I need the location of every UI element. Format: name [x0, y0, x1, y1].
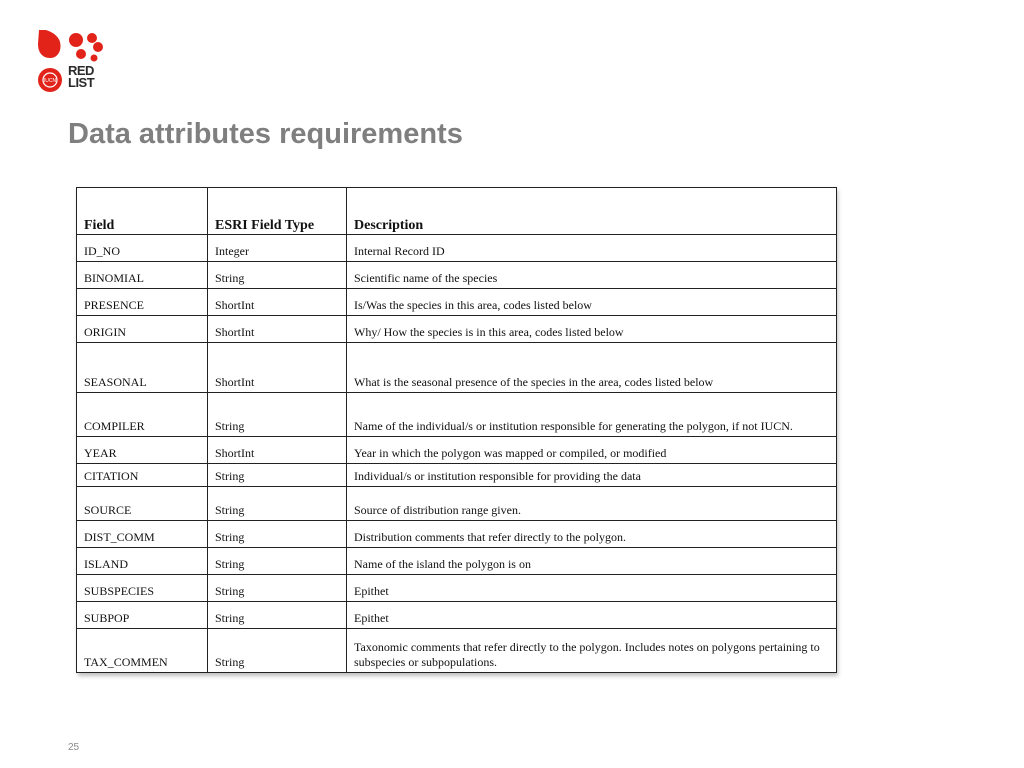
- cell-description: Why/ How the species is in this area, codes listed below: [347, 316, 837, 343]
- cell-type: ShortInt: [208, 437, 347, 464]
- cell-description: Epithet: [347, 575, 837, 602]
- cell-description: Year in which the polygon was mapped or compiled, or modified: [347, 437, 837, 464]
- table-row: [77, 464, 837, 487]
- cell-description: Internal Record ID: [347, 235, 837, 262]
- table-row: [77, 487, 837, 521]
- iucn-red-list-logo: [36, 30, 108, 94]
- svg-text:IUCN: IUCN: [43, 78, 57, 84]
- logo-wordmark: [68, 65, 94, 89]
- header-field: Field: [77, 188, 208, 235]
- logo-line1: RED: [68, 63, 94, 78]
- cell-field: BINOMIAL: [77, 262, 208, 289]
- cell-description: Name of the island the polygon is on: [347, 548, 837, 575]
- cell-description: Source of distribution range given.: [347, 487, 837, 521]
- cell-description: Taxonomic comments that refer directly to the polygon. Includes notes on polygons pertaining to subspecies or subpopulations.: [347, 629, 837, 673]
- cell-description: What is the seasonal presence of the species in the area, codes listed below: [347, 343, 837, 393]
- cell-description: Scientific name of the species: [347, 262, 837, 289]
- cell-field: TAX_COMMEN: [77, 629, 208, 673]
- cell-type: Integer: [208, 235, 347, 262]
- cell-field: SUBPOP: [77, 602, 208, 629]
- cell-field: ISLAND: [77, 548, 208, 575]
- cell-field: DIST_COMM: [77, 521, 208, 548]
- cell-type: String: [208, 521, 347, 548]
- cell-description: Epithet: [347, 602, 837, 629]
- cell-type: String: [208, 393, 347, 437]
- cell-description: Name of the individual/s or institution responsible for generating the polygon, if not IUCN.: [347, 393, 837, 437]
- table-row: [77, 602, 837, 629]
- header-description: Description: [347, 188, 837, 235]
- table-row: [77, 289, 837, 316]
- attributes-table: [76, 187, 837, 673]
- cell-field: SOURCE: [77, 487, 208, 521]
- table-header-row: [77, 188, 837, 235]
- cell-field: SEASONAL: [77, 343, 208, 393]
- table-row: [77, 316, 837, 343]
- table-row: [77, 548, 837, 575]
- table-row: [77, 521, 837, 548]
- cell-description: Individual/s or institution responsible for providing the data: [347, 464, 837, 487]
- table-row: [77, 235, 837, 262]
- cell-field: SUBSPECIES: [77, 575, 208, 602]
- table-row: [77, 437, 837, 464]
- cell-description: Is/Was the species in this area, codes listed below: [347, 289, 837, 316]
- cell-field: COMPILER: [77, 393, 208, 437]
- cell-field: CITATION: [77, 464, 208, 487]
- cell-type: ShortInt: [208, 316, 347, 343]
- slide-title: Data attributes requirements: [68, 118, 463, 150]
- table-row: [77, 262, 837, 289]
- cell-type: String: [208, 487, 347, 521]
- cell-field: ID_NO: [77, 235, 208, 262]
- cell-type: String: [208, 548, 347, 575]
- table-row: [77, 575, 837, 602]
- cell-type: String: [208, 262, 347, 289]
- cell-type: String: [208, 575, 347, 602]
- cell-type: ShortInt: [208, 289, 347, 316]
- cell-field: YEAR: [77, 437, 208, 464]
- cell-type: String: [208, 602, 347, 629]
- header-esri-field-type: ESRI Field Type: [208, 188, 347, 235]
- page-number: 25: [68, 742, 80, 753]
- attributes-table-container: [76, 187, 836, 673]
- table-row: [77, 393, 837, 437]
- cell-type: String: [208, 464, 347, 487]
- cell-description: Distribution comments that refer directly to the polygon.: [347, 521, 837, 548]
- cell-type: String: [208, 629, 347, 673]
- cell-field: PRESENCE: [77, 289, 208, 316]
- cell-field: ORIGIN: [77, 316, 208, 343]
- table-row: [77, 629, 837, 673]
- cell-type: ShortInt: [208, 343, 347, 393]
- logo-line2: LIST: [68, 75, 95, 90]
- table-row: [77, 343, 837, 393]
